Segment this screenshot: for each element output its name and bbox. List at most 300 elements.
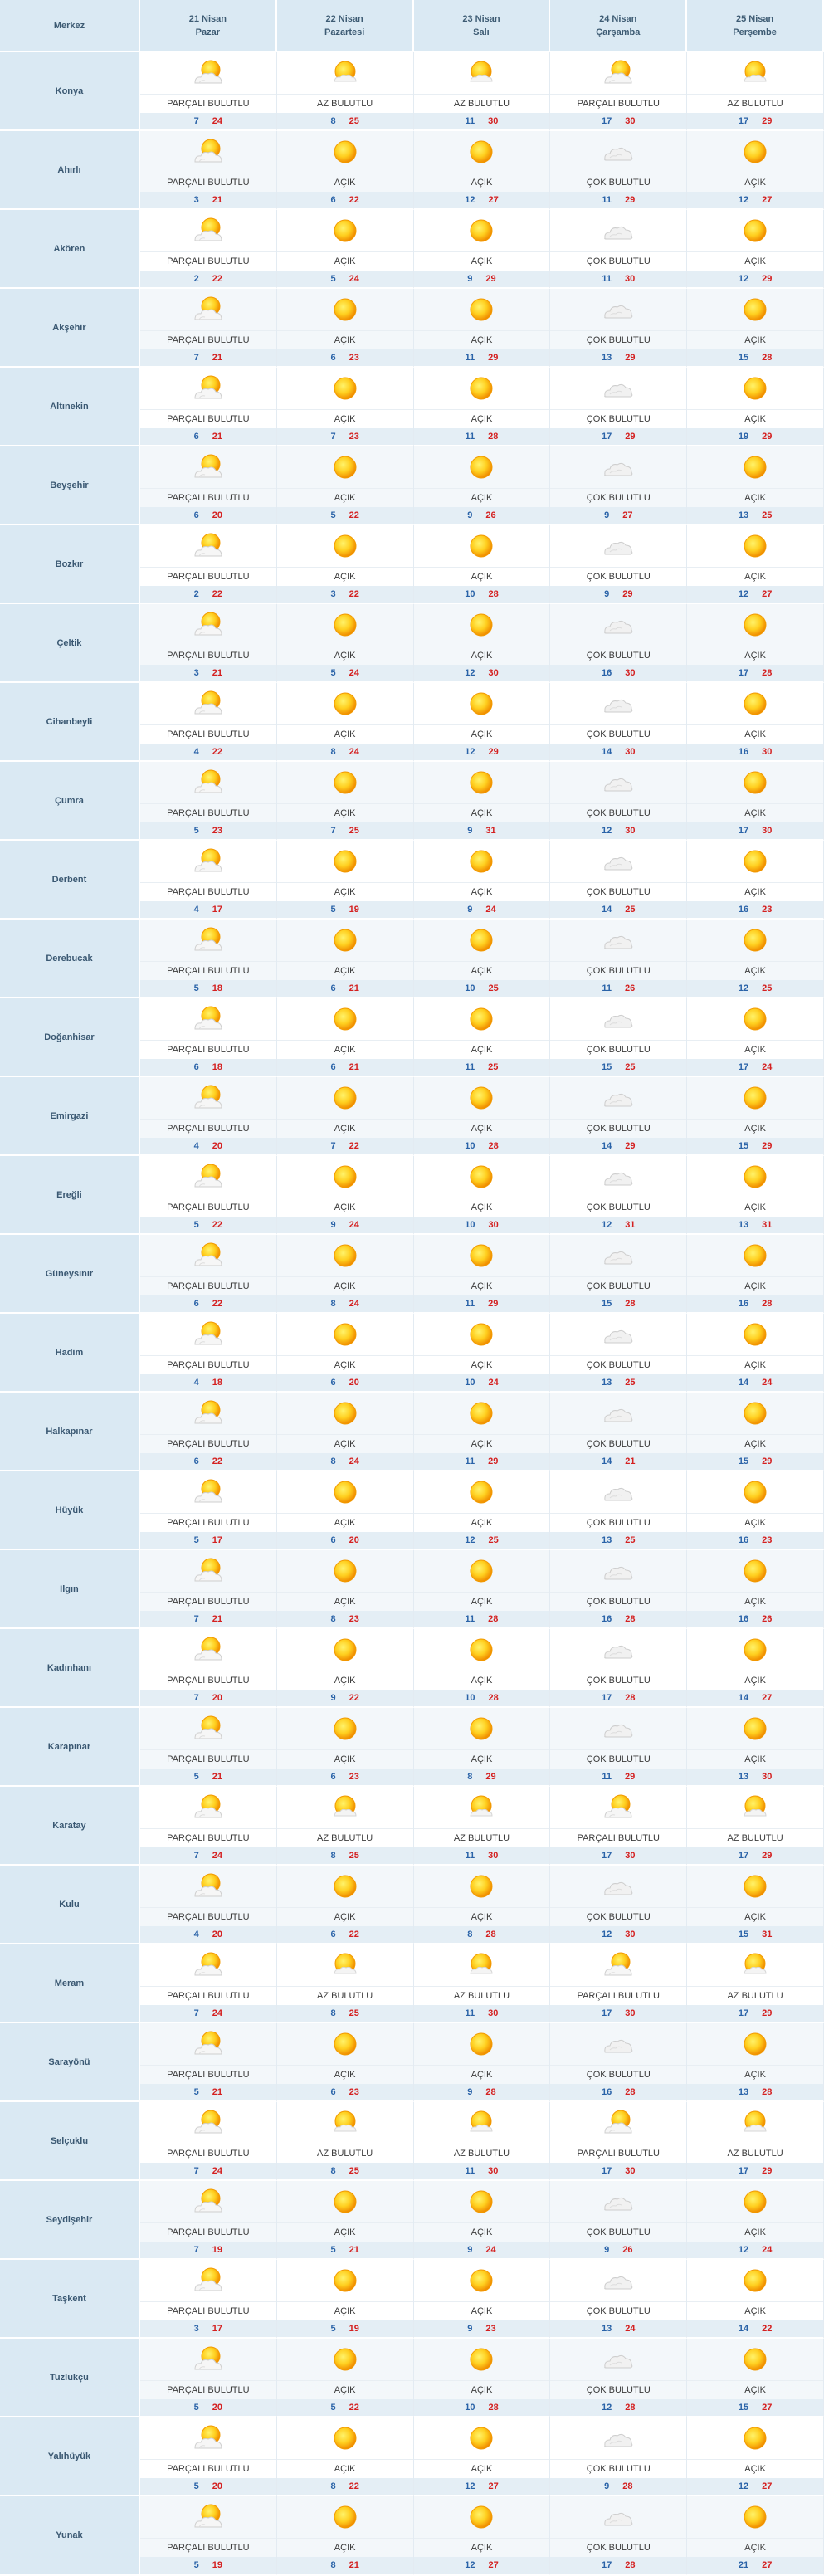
low-temp: 9 [467, 826, 473, 836]
weather-status: PARÇALI BULUTLU [550, 1828, 686, 1847]
temperature-range [687, 2320, 823, 2337]
high-temp: 28 [625, 1693, 636, 1703]
high-temp: 30 [488, 1220, 499, 1230]
high-temp: 22 [212, 589, 223, 599]
weather-status: ÇOK BULUTLU [550, 882, 686, 901]
high-temp: 29 [488, 353, 499, 363]
day-cell [277, 604, 414, 683]
city-name: Kadınhanı [0, 1629, 140, 1708]
low-temp: 15 [738, 1141, 749, 1151]
table-row [0, 446, 824, 525]
weather-status: PARÇALI BULUTLU [140, 2065, 276, 2084]
temperature-range [687, 1690, 823, 1706]
high-temp: 30 [762, 747, 773, 757]
high-temp: 24 [485, 905, 496, 915]
high-temp: 25 [762, 983, 773, 993]
day-cell [414, 1708, 551, 1787]
high-temp: 29 [762, 1456, 773, 1466]
weather-status: AÇIK [277, 251, 413, 271]
low-temp: 15 [738, 1456, 749, 1466]
low-temp: 17 [602, 116, 612, 126]
high-temp: 24 [349, 1299, 359, 1309]
low-temp: 7 [193, 1614, 199, 1624]
day-cell [140, 604, 277, 683]
high-temp: 30 [488, 668, 499, 678]
weather-status: PARÇALI BULUTLU [140, 251, 276, 271]
temperature-range [140, 665, 276, 681]
mostly-sunny-icon [277, 1787, 413, 1828]
high-temp: 29 [762, 116, 773, 126]
temperature-range [687, 1217, 823, 1233]
high-temp: 28 [485, 1930, 496, 1939]
temperature-range [140, 2399, 276, 2416]
partly-cloudy-icon [140, 52, 276, 94]
weather-status: PARÇALI BULUTLU [140, 882, 276, 901]
low-temp: 12 [738, 2245, 749, 2255]
low-temp: 12 [465, 747, 475, 757]
high-temp: 21 [212, 668, 223, 678]
low-temp: 8 [330, 1851, 336, 1861]
weather-status: AÇIK [414, 251, 550, 271]
day-cell [277, 1787, 414, 1866]
low-temp: 5 [330, 2245, 336, 2255]
low-temp: 12 [738, 983, 749, 993]
temperature-range [414, 2320, 550, 2337]
mostly-sunny-icon [277, 52, 413, 94]
partly-cloudy-icon [140, 2023, 276, 2065]
high-temp: 18 [212, 1378, 223, 1388]
high-temp: 28 [488, 2403, 499, 2413]
high-temp: 28 [488, 1614, 499, 1624]
weather-status: AÇIK [414, 1513, 550, 1532]
high-temp: 29 [485, 1772, 496, 1782]
weather-status: PARÇALI BULUTLU [550, 94, 686, 113]
temperature-range [550, 2242, 686, 2258]
day-cell [277, 2417, 414, 2496]
high-temp: 27 [762, 2403, 773, 2413]
day-cell [140, 762, 277, 841]
low-temp: 12 [602, 2403, 612, 2413]
temperature-range [414, 428, 550, 445]
day-cell [140, 2417, 277, 2496]
low-temp: 5 [330, 510, 336, 520]
low-temp: 6 [193, 510, 199, 520]
weather-status: PARÇALI BULUTLU [140, 1276, 276, 1295]
day-cell [414, 52, 551, 131]
high-temp: 25 [762, 510, 773, 520]
weather-status: AÇIK [277, 1119, 413, 1138]
temperature-range [414, 1217, 550, 1233]
high-temp: 28 [488, 1141, 499, 1151]
low-temp: 5 [193, 983, 199, 993]
weather-status: AÇIK [414, 488, 550, 507]
cloud-icon [550, 446, 686, 488]
day-cell [277, 841, 414, 920]
low-temp: 4 [193, 1378, 199, 1388]
city-name: Cihanbeyli [0, 683, 140, 762]
temperature-range [414, 349, 550, 366]
sun-icon [277, 289, 413, 330]
low-temp: 6 [330, 195, 336, 205]
partly-cloudy-icon [140, 1787, 276, 1828]
temperature-range [687, 2399, 823, 2416]
sun-icon [687, 604, 823, 646]
weather-status: AÇIK [414, 1749, 550, 1769]
weather-status: AÇIK [687, 173, 823, 192]
temperature-range [140, 2005, 276, 2022]
low-temp: 9 [467, 905, 473, 915]
high-temp: 30 [488, 2166, 499, 2176]
temperature-range [414, 1453, 550, 1470]
weather-status: AÇIK [687, 1907, 823, 1926]
weather-status: AÇIK [277, 1671, 413, 1690]
low-temp: 11 [465, 2008, 475, 2018]
day-cell [277, 2260, 414, 2339]
table-body [0, 52, 824, 2575]
high-temp: 26 [485, 510, 496, 520]
temperature-range [277, 1295, 413, 1312]
low-temp: 5 [330, 274, 336, 284]
high-temp: 25 [349, 826, 359, 836]
high-temp: 29 [625, 1141, 636, 1151]
weather-status: ÇOK BULUTLU [550, 1907, 686, 1926]
high-temp: 22 [349, 589, 359, 599]
weather-status: AÇIK [277, 961, 413, 980]
low-temp: 12 [465, 2481, 475, 2491]
day-cell [687, 525, 824, 604]
temperature-range [550, 428, 686, 445]
temperature-range [277, 1453, 413, 1470]
day-cell [550, 762, 687, 841]
table-row [0, 131, 824, 210]
partly-cloudy-icon [140, 2102, 276, 2144]
temperature-range [277, 2399, 413, 2416]
table-row [0, 1787, 824, 1866]
weather-status: AÇIK [687, 1198, 823, 1217]
temperature-range [687, 1926, 823, 1943]
high-temp: 30 [625, 2166, 636, 2176]
day-header [140, 0, 277, 52]
high-temp: 22 [349, 2403, 359, 2413]
weather-status: AZ BULUTLU [414, 94, 550, 113]
low-temp: 17 [738, 826, 749, 836]
day-weekday: Pazar [195, 27, 220, 37]
low-temp: 16 [738, 1614, 749, 1624]
sun-icon [277, 1077, 413, 1119]
high-temp: 21 [349, 2560, 359, 2570]
sun-icon [277, 2339, 413, 2380]
weather-status: AÇIK [277, 2380, 413, 2399]
low-temp: 13 [738, 510, 749, 520]
high-temp: 30 [625, 1851, 636, 1861]
high-temp: 26 [624, 983, 636, 993]
table-row [0, 1471, 824, 1550]
day-cell [687, 210, 824, 289]
high-temp: 29 [762, 274, 773, 284]
weather-status: AÇIK [414, 1355, 550, 1374]
day-cell [414, 210, 551, 289]
temperature-range [687, 2084, 823, 2100]
city-name: Yunak [0, 2496, 140, 2575]
sun-icon [687, 525, 823, 567]
low-temp: 8 [330, 2481, 336, 2491]
table-row [0, 210, 824, 289]
weather-status: AZ BULUTLU [687, 1986, 823, 2005]
weather-status: AÇIK [687, 1513, 823, 1532]
sun-icon [277, 920, 413, 961]
high-temp: 22 [212, 747, 223, 757]
day-cell [277, 289, 414, 368]
sun-icon [414, 1629, 550, 1671]
city-name: Seydişehir [0, 2181, 140, 2260]
day-cell [277, 998, 414, 1077]
high-temp: 30 [625, 116, 636, 126]
low-temp: 8 [467, 1772, 473, 1782]
high-temp: 28 [622, 2481, 633, 2491]
table-row [0, 1550, 824, 1629]
temperature-range [140, 113, 276, 129]
day-cell [414, 1471, 551, 1550]
sun-icon [277, 998, 413, 1040]
day-cell [414, 1156, 551, 1235]
weather-status: AÇIK [277, 173, 413, 192]
high-temp: 28 [762, 1299, 773, 1309]
weather-status: AÇIK [687, 961, 823, 980]
high-temp: 22 [762, 2324, 773, 2334]
table-row [0, 2260, 824, 2339]
temperature-range [687, 1769, 823, 1785]
low-temp: 5 [330, 2403, 336, 2413]
day-cell [140, 2023, 277, 2102]
temperature-range [687, 1295, 823, 1312]
low-temp: 9 [467, 2245, 473, 2255]
cloud-icon [550, 2181, 686, 2222]
temperature-range [687, 2242, 823, 2258]
day-cell [550, 604, 687, 683]
high-temp: 28 [488, 432, 499, 442]
temperature-range [277, 1374, 413, 1391]
day-cell [414, 2260, 551, 2339]
low-temp: 10 [465, 1378, 475, 1388]
high-temp: 25 [349, 2166, 359, 2176]
weather-status: AÇIK [414, 646, 550, 665]
weather-status: AÇIK [414, 724, 550, 744]
temperature-range [687, 1374, 823, 1391]
day-cell [550, 1866, 687, 1944]
low-temp: 4 [193, 1141, 199, 1151]
low-temp: 7 [330, 1141, 336, 1151]
sun-icon [414, 2023, 550, 2065]
day-cell [140, 2496, 277, 2575]
temperature-range [550, 1374, 686, 1391]
weather-status: ÇOK BULUTLU [550, 1119, 686, 1138]
high-temp: 31 [762, 1930, 773, 1939]
high-temp: 24 [349, 1220, 359, 1230]
weather-status: AÇIK [414, 173, 550, 192]
cloud-icon [550, 210, 686, 251]
temperature-range [550, 2399, 686, 2416]
sun-icon [414, 1156, 550, 1198]
sun-icon [687, 2339, 823, 2380]
table-row [0, 2417, 824, 2496]
weather-status: ÇOK BULUTLU [550, 251, 686, 271]
high-temp: 29 [762, 2008, 773, 2018]
temperature-range [687, 271, 823, 287]
table-row [0, 2181, 824, 2260]
sun-icon [277, 2496, 413, 2538]
temperature-range [277, 1138, 413, 1154]
weather-status: PARÇALI BULUTLU [140, 1828, 276, 1847]
weather-status: AZ BULUTLU [687, 94, 823, 113]
table-row [0, 52, 824, 131]
high-temp: 23 [349, 1614, 359, 1624]
temperature-range [687, 1611, 823, 1627]
sun-icon [687, 1077, 823, 1119]
sun-icon [414, 2260, 550, 2301]
sun-icon [414, 289, 550, 330]
weather-status: PARÇALI BULUTLU [140, 330, 276, 349]
temperature-range [277, 1847, 413, 1864]
day-cell [414, 2339, 551, 2417]
weather-status: ÇOK BULUTLU [550, 1592, 686, 1611]
partly-cloudy-icon [140, 683, 276, 724]
table-row [0, 2496, 824, 2575]
temperature-range [140, 2242, 276, 2258]
weather-status: AÇIK [414, 2222, 550, 2242]
sun-icon [687, 446, 823, 488]
low-temp: 9 [467, 510, 473, 520]
temperature-range [687, 822, 823, 839]
high-temp: 24 [349, 668, 359, 678]
sun-icon [277, 368, 413, 409]
day-cell [414, 683, 551, 762]
day-cell [414, 762, 551, 841]
sun-icon [277, 131, 413, 173]
temperature-range [140, 901, 276, 918]
day-cell [140, 525, 277, 604]
day-cell [687, 52, 824, 131]
weather-status: ÇOK BULUTLU [550, 803, 686, 822]
temperature-range [414, 507, 550, 524]
mostly-sunny-icon [687, 1944, 823, 1986]
day-date: 23 Nisan [462, 13, 500, 24]
low-temp: 11 [465, 116, 475, 126]
cloud-icon [550, 368, 686, 409]
low-temp: 7 [193, 1693, 199, 1703]
day-cell [140, 920, 277, 998]
city-name: Çeltik [0, 604, 140, 683]
temperature-range [140, 1926, 276, 1943]
high-temp: 25 [625, 905, 636, 915]
partly-cloudy-icon [550, 1787, 686, 1828]
partly-cloudy-icon [140, 2496, 276, 2538]
low-temp: 21 [738, 2560, 749, 2570]
sun-icon [414, 1550, 550, 1592]
day-cell [550, 841, 687, 920]
low-temp: 13 [602, 2324, 612, 2334]
temperature-range [140, 1611, 276, 1627]
day-cell [277, 368, 414, 446]
temperature-range [140, 192, 276, 208]
city-name: Derbent [0, 841, 140, 920]
day-cell [550, 683, 687, 762]
table-row [0, 1235, 824, 1314]
partly-cloudy-icon [550, 1944, 686, 1986]
day-header [687, 0, 824, 52]
low-temp: 9 [604, 2481, 610, 2491]
partly-cloudy-icon [140, 446, 276, 488]
weather-status: AÇIK [687, 803, 823, 822]
cloud-icon [550, 2417, 686, 2459]
weather-status: AZ BULUTLU [414, 1828, 550, 1847]
table-row [0, 1393, 824, 1471]
partly-cloudy-icon [140, 1944, 276, 1986]
low-temp: 5 [193, 1772, 199, 1782]
weather-status: AÇIK [414, 1040, 550, 1059]
weather-status: ÇOK BULUTLU [550, 567, 686, 586]
sun-icon [414, 1471, 550, 1513]
cloud-icon [550, 1077, 686, 1119]
city-name: Ahırlı [0, 131, 140, 210]
weather-status: PARÇALI BULUTLU [140, 1355, 276, 1374]
low-temp: 17 [738, 1851, 749, 1861]
temperature-range [140, 1138, 276, 1154]
table-row [0, 604, 824, 683]
sun-icon [414, 2181, 550, 2222]
weather-status: PARÇALI BULUTLU [550, 1986, 686, 2005]
high-temp: 23 [349, 432, 359, 442]
high-temp: 24 [485, 2245, 496, 2255]
high-temp: 31 [762, 1220, 773, 1230]
temperature-range [550, 349, 686, 366]
low-temp: 7 [193, 353, 199, 363]
temperature-range [687, 1138, 823, 1154]
weather-status: AÇIK [414, 567, 550, 586]
temperature-range [277, 901, 413, 918]
high-temp: 24 [349, 274, 359, 284]
city-name: Yalıhüyük [0, 2417, 140, 2496]
weather-status: ÇOK BULUTLU [550, 1276, 686, 1295]
temperature-range [140, 1769, 276, 1785]
temperature-range [550, 980, 686, 997]
partly-cloudy-icon [140, 1156, 276, 1198]
temperature-range [140, 822, 276, 839]
weather-status: AÇIK [687, 1434, 823, 1453]
weather-status: PARÇALI BULUTLU [140, 1119, 276, 1138]
low-temp: 11 [602, 274, 612, 284]
high-temp: 21 [212, 1772, 223, 1782]
weather-status: ÇOK BULUTLU [550, 2380, 686, 2399]
high-temp: 26 [622, 2245, 633, 2255]
high-temp: 20 [212, 1930, 223, 1939]
temperature-range [140, 1059, 276, 1076]
weather-status: AÇIK [687, 330, 823, 349]
temperature-range [414, 822, 550, 839]
day-cell [277, 1629, 414, 1708]
cloud-icon [550, 1156, 686, 1198]
temperature-range [414, 1374, 550, 1391]
high-temp: 30 [625, 747, 636, 757]
weather-status: AZ BULUTLU [277, 1828, 413, 1847]
low-temp: 17 [602, 432, 612, 442]
low-temp: 16 [738, 1299, 749, 1309]
day-cell [277, 1314, 414, 1393]
day-cell [550, 368, 687, 446]
day-weekday: Pazartesi [324, 27, 365, 37]
sun-icon [687, 1471, 823, 1513]
weather-status: ÇOK BULUTLU [550, 724, 686, 744]
temperature-range [550, 1453, 686, 1470]
